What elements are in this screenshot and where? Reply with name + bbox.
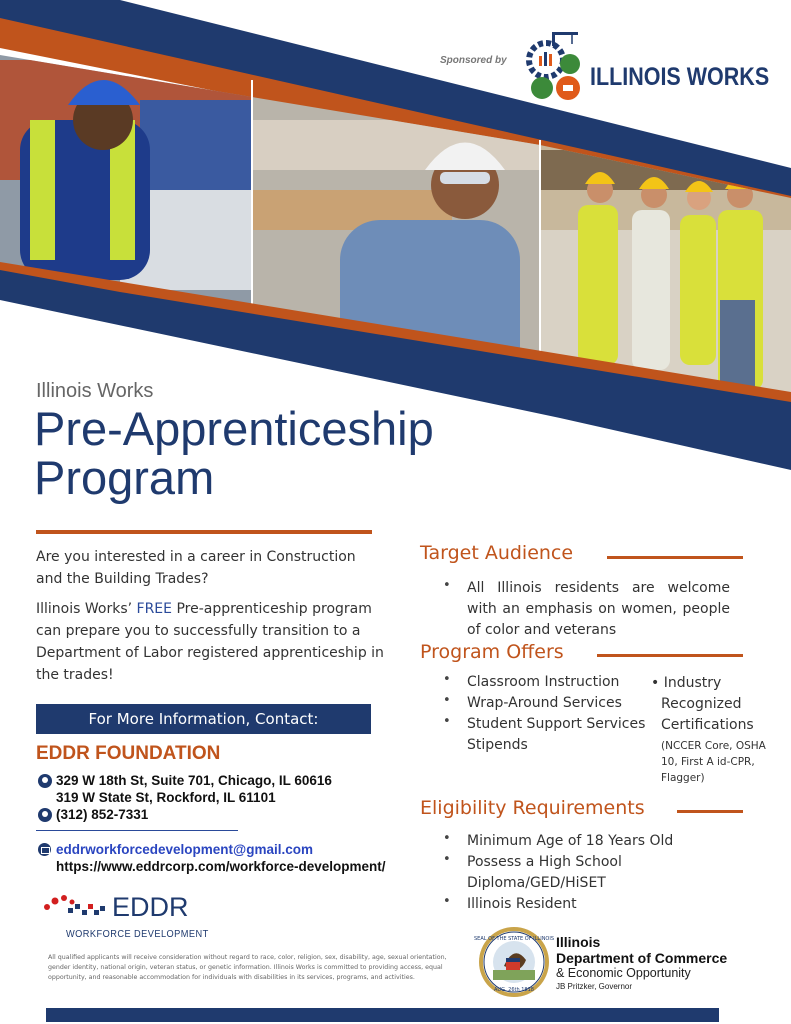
location-pin-icon [38,774,52,788]
phone-number[interactable]: (312) 852-7331 [56,807,149,822]
cert-note: (NCCER Core, OSHA 10, First A id-CPR, Flagger) [661,740,766,784]
web-contact-block [38,841,386,875]
eddr-dots-icon [42,894,112,928]
list-item: • Student Support Services [440,714,660,735]
email-icon [38,843,51,856]
title-line-1: Pre-Apprenticeship [34,402,434,455]
pitch-prefix: Illinois Works’ [36,601,137,617]
website-link[interactable]: https://www.eddrcorp.com/workforce-development/ [56,859,386,874]
program-offers-heading: Program Offers [420,641,564,663]
title-line-2: Program [34,451,215,504]
page-title [34,404,434,502]
eligibility-rule [677,810,743,813]
org-name: EDDR FOUNDATION [36,743,221,764]
eligibility-list [440,831,710,915]
certifications-item [651,673,771,786]
list-item: • Classroom Instruction [440,672,660,693]
dceo-line-3: & Economic Opportunity [556,966,691,980]
list-item: Stipends [467,737,528,753]
list-item: • Illinois Resident [440,894,710,915]
intro-pitch [36,598,386,686]
program-subtitle: Illinois Works [36,380,154,402]
pitch-free: FREE [136,601,172,617]
pitch-rest: Pre-apprenticeship program can prepare you to successfully transition to a Department of Labor registered apprenticeship in the trades! [36,601,384,683]
eeo-disclaimer: All qualified applicants will receive consideration without regard to race, color, religion, sex, disability, age, sexual orientation, gender identity, national origin, veteran status, or genetic information. Illinois Works is committed to providing access, equal opportunity, and reasonable accommodation for individuals with disabilities in its services, programs, and activities. [48,954,447,981]
dceo-line-1: Illinois [556,934,601,950]
address-chicago: 329 W 18th St, Suite 701, Chicago, IL 60616 [56,773,332,788]
address-row-chicago [38,772,332,789]
list-item: • Wrap-Around Services [440,693,660,714]
target-audience-rule [607,556,743,559]
dceo-line-2: Department of Commerce [556,950,728,966]
dceo-logo-text [556,934,727,993]
list-item: • All Illinois residents are welcome with an emphasis on women, people of color and veterans [440,578,730,641]
footer-bar [46,1008,719,1022]
list-item: • Possess a High School Diploma/GED/HiSET [440,852,710,894]
target-audience-heading: Target Audience [420,542,574,564]
eligibility-heading: Eligibility Requirements [420,797,645,819]
list-item: • Minimum Age of 18 Years Old [440,831,710,852]
contact-banner: For More Information, Contact: [36,704,371,734]
contact-divider [36,830,238,831]
email-link[interactable]: eddrworkforcedevelopment@gmail.com [56,842,313,857]
phone-icon [38,808,52,822]
sponsor-label: Sponsored by [440,55,507,66]
illinois-state-seal-icon [473,926,555,998]
gear-icon [522,30,588,106]
cert-line-1: • Industry [651,675,722,691]
program-offers-list [440,672,660,756]
program-offers-rule [597,654,743,657]
email-row [38,841,386,858]
eddr-logo-name: EDDR [112,892,189,922]
seal-top-text: SEAL OF THE STATE OF ILLINOIS [473,936,555,942]
cert-line-2: Recognized [661,696,742,712]
contact-address-block [38,772,332,823]
target-audience-list [440,578,730,641]
seal-date-text: AUG. 26th 1818 [494,987,534,993]
title-divider [36,530,372,534]
intro-text [36,546,386,694]
address-rockford: 319 W State St, Rockford, IL 61101 [56,790,276,805]
sponsor-name: ILLINOIS WORKS [590,63,770,91]
eddr-logo-tagline: WORKFORCE DEVELOPMENT [66,928,209,940]
illinois-works-logo [522,30,770,106]
dceo-governor: JB Pritzker, Governor [556,982,633,991]
phone-row [38,806,332,823]
cert-line-3: Certifications [661,717,754,733]
eddr-logo [42,892,212,944]
intro-question: Are you interested in a career in Construction and the Building Trades? [36,549,356,587]
